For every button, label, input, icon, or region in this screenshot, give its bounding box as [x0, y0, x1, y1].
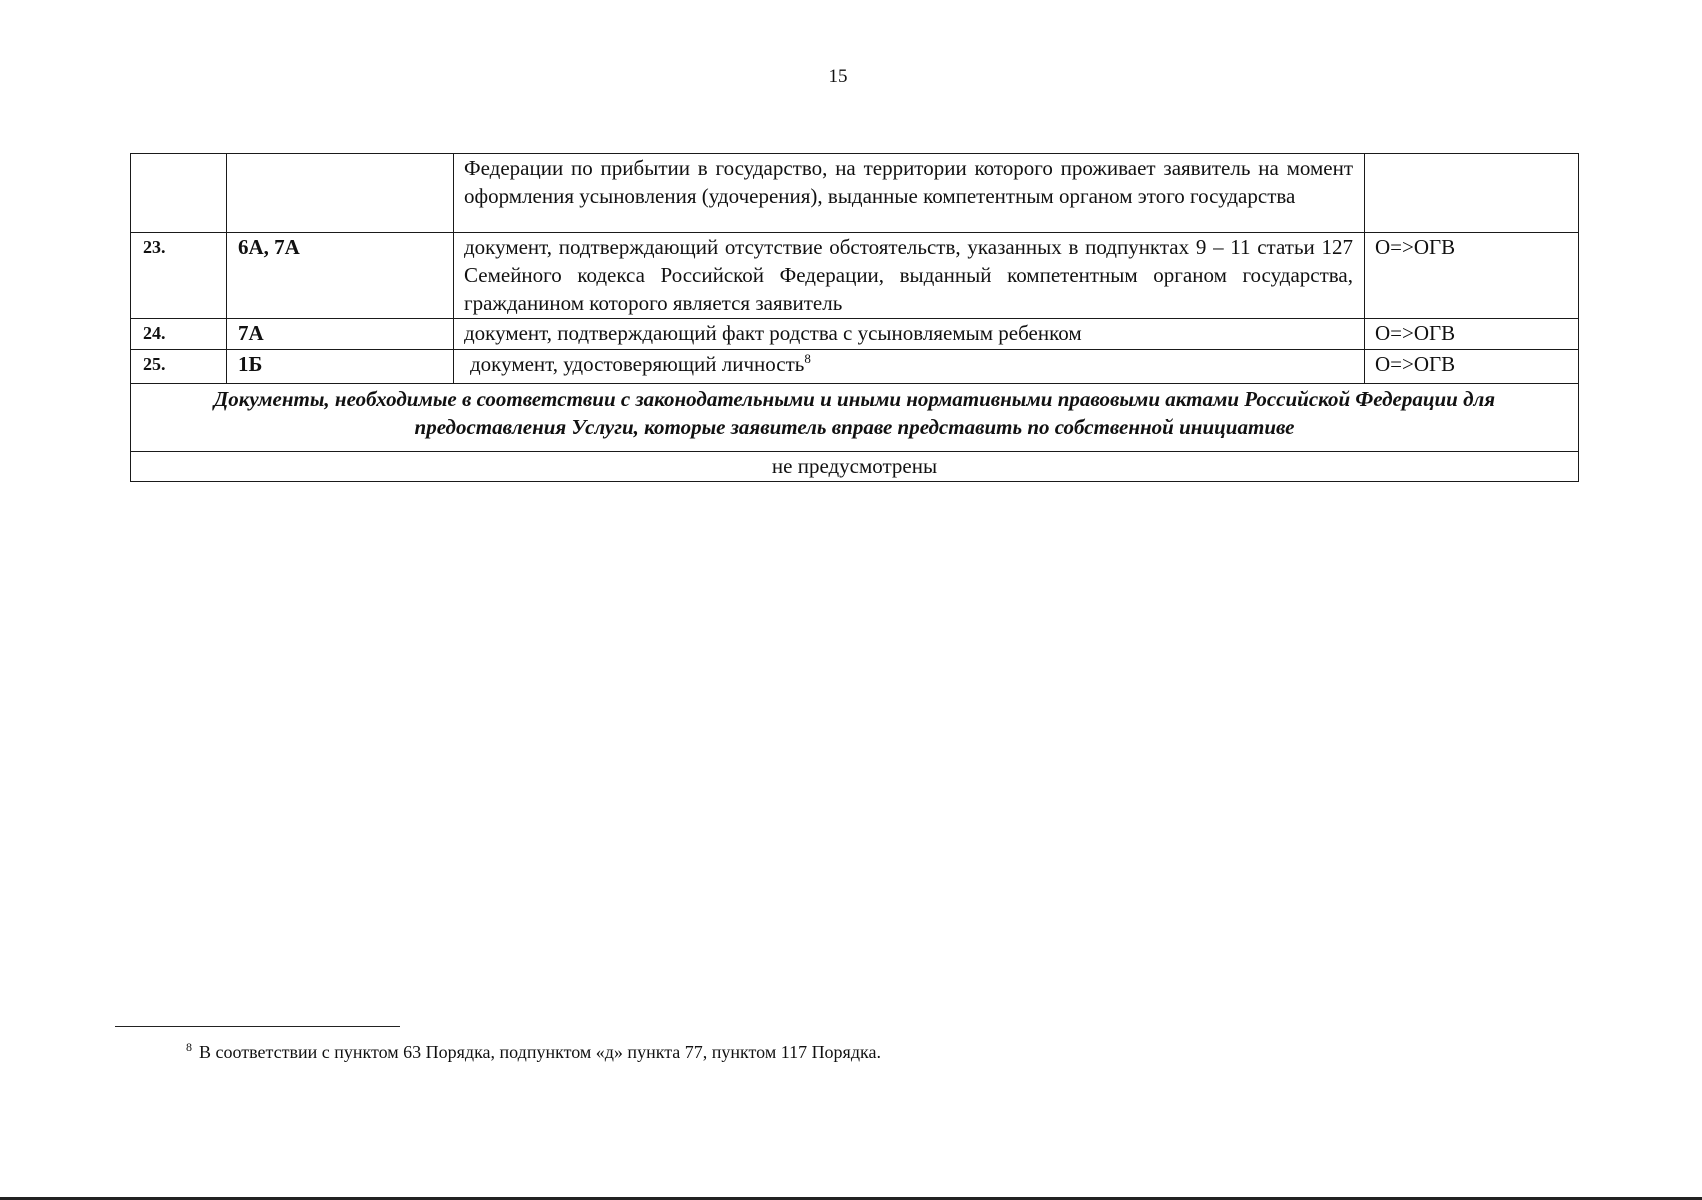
footnote: [186, 1042, 881, 1063]
documents-table: [130, 153, 1579, 482]
row-code: 7А: [227, 319, 454, 350]
row-description: [454, 350, 1365, 384]
footnote-reference: 8: [804, 351, 811, 366]
section-heading-row: [131, 384, 1579, 452]
section-heading: Документы, необходимые в соответствии с законодательными и иными нормативными правовыми актами Российской Федерации для предоставления Услуги, которые заявитель вправе представить по собственной инициативе: [131, 384, 1579, 452]
row-code: 1Б: [227, 350, 454, 384]
section-note-row: [131, 452, 1579, 482]
row-number: 24.: [131, 319, 227, 350]
table-row: [131, 319, 1579, 350]
page-number: 15: [828, 66, 848, 87]
row-description: документ, подтверждающий отсутствие обстоятельств, указанных в подпунктах 9 – 11 статьи 127 Семейного кодекса Российской Федерации, выданный компетентным органом государства, гражданином которого является заявитель: [454, 233, 1365, 319]
table-row: [131, 350, 1579, 384]
row-number: 23.: [131, 233, 227, 319]
table-row: [131, 233, 1579, 319]
row-number: 25.: [131, 350, 227, 384]
row-description-text: документ, удостоверяющий личность: [470, 352, 805, 376]
row-code: 6А, 7А: [227, 233, 454, 319]
row-route: О=>ОГВ: [1365, 350, 1579, 384]
row-route: [1365, 154, 1579, 233]
row-code: [227, 154, 454, 233]
footnote-text: В соответствии с пунктом 63 Порядка, подпунктом «д» пункта 77, пунктом 117 Порядка.: [199, 1042, 881, 1062]
row-description: Федерации по прибытии в государство, на территории которого проживает заявитель на момент оформления усыновления (удочерения), выданные компетентным органом этого государства: [454, 154, 1365, 233]
footnote-marker: 8: [186, 1040, 192, 1054]
row-description: документ, подтверждающий факт родства с усыновляемым ребенком: [454, 319, 1365, 350]
section-note: не предусмотрены: [131, 452, 1579, 482]
table-row: [131, 154, 1579, 233]
row-route: О=>ОГВ: [1365, 319, 1579, 350]
row-route: О=>ОГВ: [1365, 233, 1579, 319]
footnote-divider: [115, 1026, 400, 1027]
row-number: [131, 154, 227, 233]
